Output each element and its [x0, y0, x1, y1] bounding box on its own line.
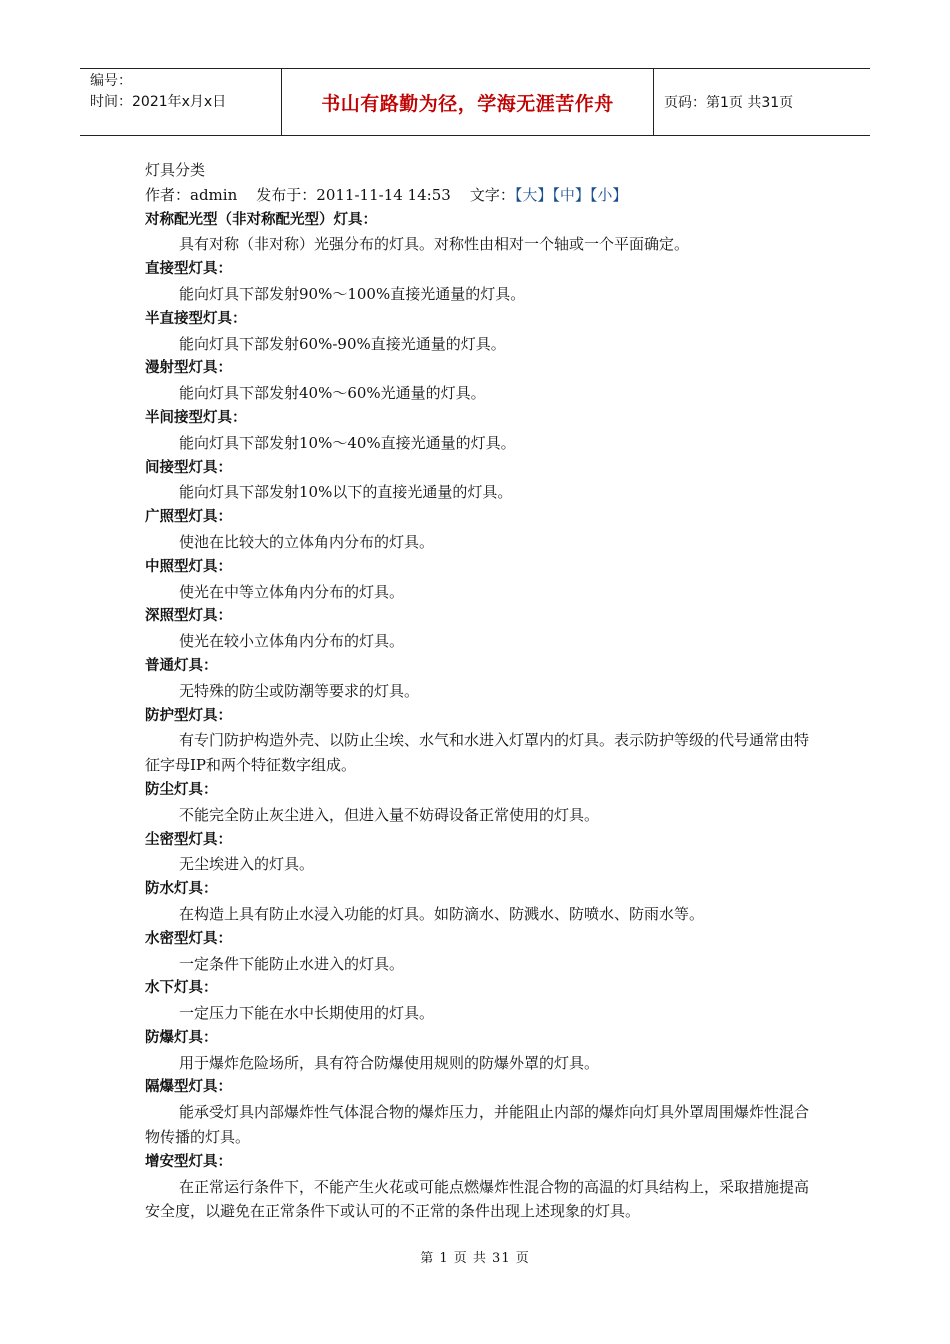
font-size-large-link[interactable]: 【大】 [514, 185, 553, 204]
definition-term: 防护型灯具： [145, 707, 232, 724]
article-meta [145, 183, 810, 208]
header-motto-cell [282, 69, 654, 135]
definition-text: 用于爆炸危险场所，具有符合防爆使用规则的防爆外罩的灯具。 [179, 1053, 600, 1072]
definition-text: 使光在中等立体角内分布的灯具。 [179, 582, 405, 601]
definition-term: 半间接型灯具： [145, 409, 247, 426]
font-size-medium-link[interactable]: 【中】 [552, 185, 590, 204]
definition-term: 半直接型灯具： [145, 310, 247, 327]
definition-term: 防尘灯具： [145, 781, 218, 798]
header-page-label: 页码：第1页 共31页 [664, 95, 794, 111]
page-header [80, 68, 870, 136]
definition-term: 尘密型灯具： [145, 831, 232, 848]
definition-term: 隔爆型灯具： [145, 1079, 232, 1096]
definition-text: 能向灯具下部发射60%-90%直接光通量的灯具。 [179, 334, 506, 353]
definition-term: 间接型灯具： [145, 459, 232, 476]
font-size-small-link[interactable]: 【小】 [589, 185, 628, 204]
header-page-cell [654, 69, 870, 135]
definition-term: 中照型灯具： [145, 558, 232, 575]
article-meta-prefix: 作者：admin 发布于：2011-11-14 14:53 文字： [145, 185, 515, 204]
definition-text: 无尘埃进入的灯具。 [179, 855, 315, 874]
definition-text: 使光在较小立体角内分布的灯具。 [179, 632, 405, 651]
definition-term: 防爆灯具： [145, 1029, 218, 1046]
definition-term: 深照型灯具： [145, 608, 232, 625]
definition-term: 水密型灯具： [145, 930, 232, 947]
definition-term: 对称配光型（非对称配光型）灯具： [145, 211, 377, 228]
definition-term: 普通灯具： [145, 657, 218, 674]
definition-term: 广照型灯具： [145, 509, 232, 526]
definition-text: 能向灯具下部发射90%～100%直接光通量的灯具。 [179, 284, 526, 303]
definition-text: 不能完全防止灰尘进入，但进入量不妨碍设备正常使用的灯具。 [179, 805, 600, 824]
definition-term: 水下灯具： [145, 980, 218, 997]
definition-text: 能向灯具下部发射40%～60%光通量的灯具。 [179, 384, 486, 403]
definition-text: 无特殊的防尘或防潮等要求的灯具。 [179, 681, 420, 700]
definition-text: 在构造上具有防止水浸入功能的灯具。如防滴水、防溅水、防喷水、防雨水等。 [179, 904, 705, 923]
article-body [145, 158, 810, 1224]
definition-text: 在正常运行条件下，不能产生火花或可能点燃爆炸性混合物的高温的灯具结构上，采取措施提高安全度，以避免在正常条件下或认可的不正常的条件出现上述现象的灯具。 [145, 1177, 810, 1221]
page-footer: 第 1 页 共 31 页 [420, 1251, 530, 1266]
document-number-label: 编号： [90, 73, 132, 89]
document-time-label: 时间：2021年x月x日 [90, 94, 227, 110]
header-info-cell [80, 69, 282, 135]
definition-term: 防水灯具： [145, 881, 218, 898]
definition-text: 能向灯具下部发射10%以下的直接光通量的灯具。 [179, 483, 513, 502]
definition-text: 有专门防护构造外壳、以防止尘埃、水气和水进入灯罩内的灯具。表示防护等级的代号通常由特征字母IP和两个特征数字组成。 [145, 731, 810, 775]
definition-term: 增安型灯具： [145, 1153, 232, 1170]
definition-text: 能承受灯具内部爆炸性气体混合物的爆炸压力，并能阻止内部的爆炸向灯具外罩周围爆炸性混合物传播的灯具。 [145, 1103, 810, 1147]
definition-list [145, 208, 810, 1225]
header-motto: 书山有路勤为径，学海无涯苦作舟 [321, 92, 614, 115]
definition-text: 具有对称（非对称）光强分布的灯具。对称性由相对一个轴或一个平面确定。 [179, 235, 690, 254]
definition-text: 一定条件下能防止水进入的灯具。 [179, 954, 405, 973]
definition-text: 一定压力下能在水中长期使用的灯具。 [179, 1004, 435, 1023]
definition-text: 使池在比较大的立体角内分布的灯具。 [179, 532, 435, 551]
article-title: 灯具分类 [145, 161, 206, 179]
definition-term: 直接型灯具： [145, 261, 232, 278]
definition-term: 漫射型灯具： [145, 360, 232, 377]
definition-text: 能向灯具下部发射10%～40%直接光通量的灯具。 [179, 433, 516, 452]
